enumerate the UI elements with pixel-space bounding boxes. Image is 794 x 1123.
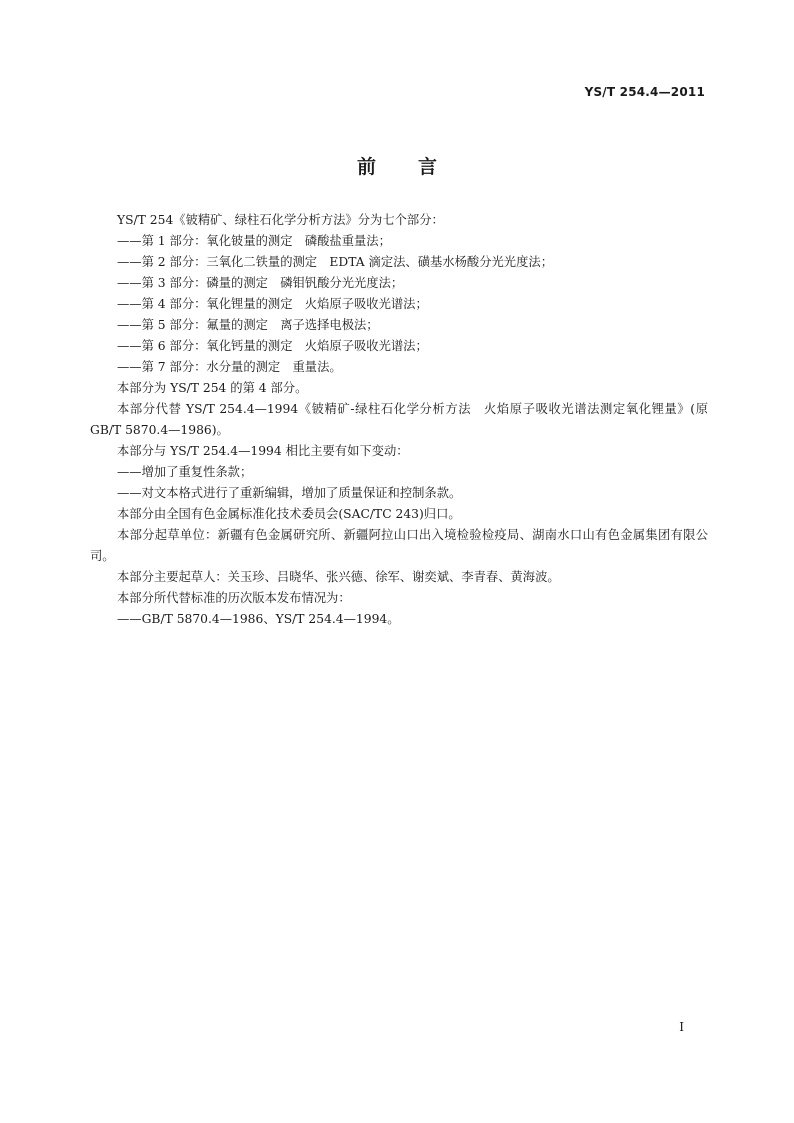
page-number: I	[679, 1020, 684, 1034]
foreword-body	[90, 210, 708, 630]
list-item-part-4: ——第 4 部分：氧化锂量的测定 火焰原子吸收光谱法；	[117, 297, 428, 311]
paragraph-replaces: 本部分代替 YS/T 254.4—1994《铍精矿-绿柱石化学分析方法 火焰原子吸收光谱法测定氧化锂量》(原 GB/T 5870.4—1986)。	[90, 402, 708, 437]
list-item-part-7: ——第 7 部分：水分量的测定 重量法。	[117, 360, 342, 374]
list-item-part-5: ——第 5 部分：氟量的测定 离子选择电极法；	[117, 318, 379, 332]
paragraph-intro: YS/T 254《铍精矿、绿柱石化学分析方法》分为七个部分：	[117, 213, 444, 227]
list-item-part-6: ——第 6 部分：氧化钙量的测定 火焰原子吸收光谱法；	[117, 339, 428, 353]
list-item-history: ——GB/T 5870.4—1986、YS/T 254.4—1994。	[117, 612, 400, 626]
document-code: YS/T 254.4—2011	[584, 85, 705, 99]
page-title	[0, 152, 794, 179]
list-item-part-1: ——第 1 部分：氧化铍量的测定 磷酸盐重量法；	[117, 234, 391, 248]
paragraph-history-intro: 本部分所代替标准的历次版本发布情况为：	[117, 591, 351, 605]
paragraph-committee: 本部分由全国有色金属标准化技术委员会(SAC/TC 243)归口。	[117, 507, 461, 521]
paragraph-changes-intro: 本部分与 YS/T 254.4—1994 相比主要有如下变动：	[117, 444, 409, 458]
paragraph-this-part: 本部分为 YS/T 254 的第 4 部分。	[117, 381, 308, 395]
paragraph-drafting-units: 本部分起草单位：新疆有色金属研究所、新疆阿拉山口出入境检验检疫局、湖南水口山有色金属集团有限公司。	[90, 528, 708, 563]
list-item-part-2: ——第 2 部分：三氧化二铁量的测定 EDTA 滴定法、磺基水杨酸分光光度法；	[117, 255, 553, 269]
list-item-change-2: ——对文本格式进行了重新编辑，增加了质量保证和控制条款。	[117, 486, 462, 500]
page-title-char-1: 前	[356, 156, 376, 178]
list-item-part-3: ——第 3 部分：磷量的测定 磷钼钒酸分光光度法；	[117, 276, 404, 290]
list-item-change-1: ——增加了重复性条款；	[117, 465, 253, 479]
paragraph-drafters: 本部分主要起草人：关玉珍、吕晓华、张兴德、徐军、谢奕斌、李青春、黄海波。	[117, 570, 560, 584]
page-title-char-2: 言	[418, 156, 438, 178]
